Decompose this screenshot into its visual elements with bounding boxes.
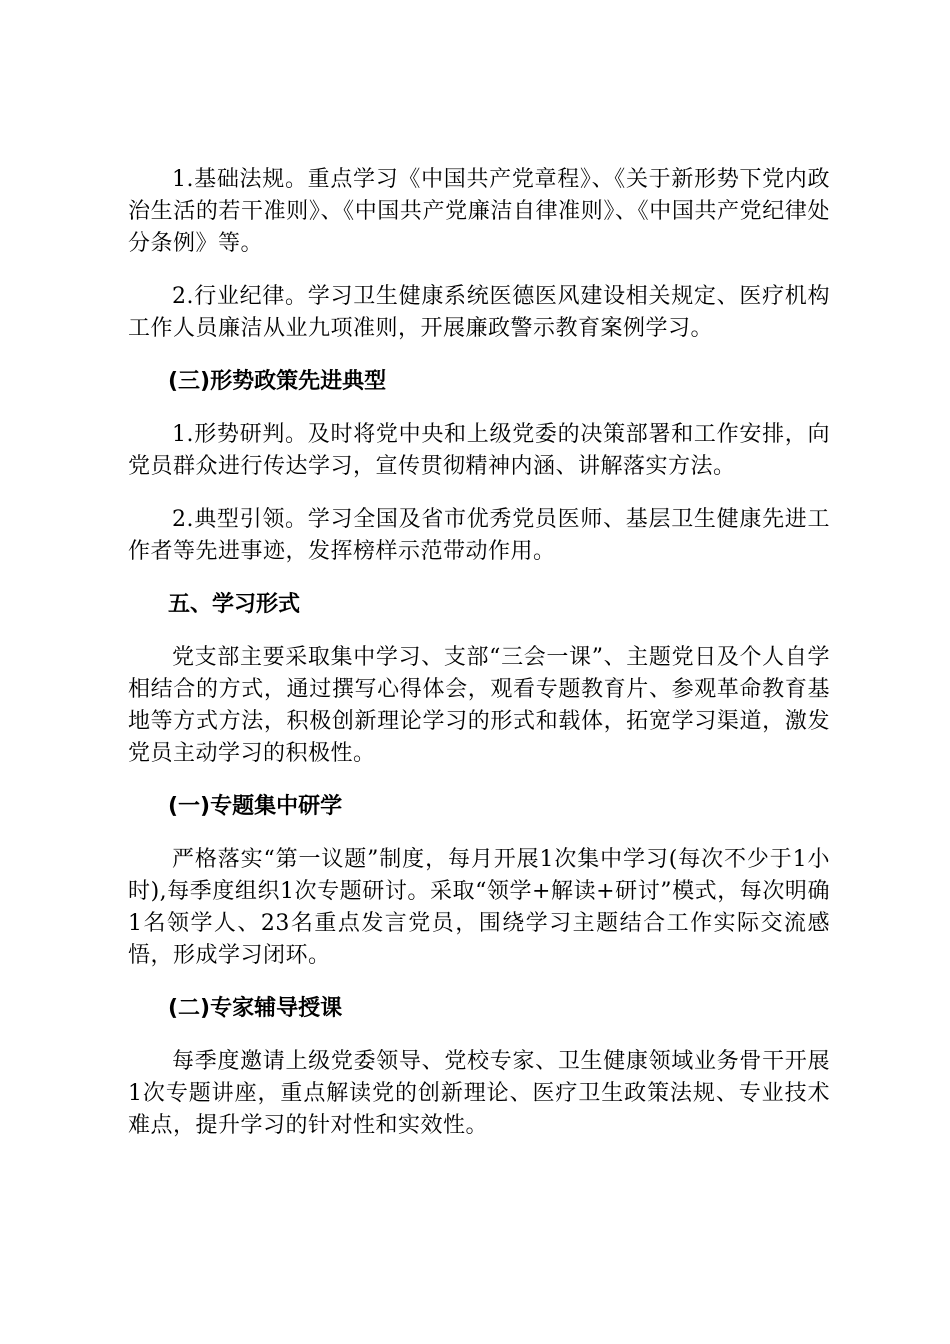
paragraph-basic-regulations: 1.基础法规。重点学习《中国共产党章程》、《关于新形势下党内政治生活的若干准则》、《中国共产党廉洁自律准则》、《中国共产党纪律处分条例》等。	[128, 167, 830, 256]
paragraph-focused-study: 严格落实“第一议题”制度，每月开展1次集中学习(每次不少于1小时),每季度组织1次专题研讨。采取“领学+解读+研讨”模式，每次明确1名领学人、23名重点发言党员，围绕学习主题结合工作实际交流感悟，形成学习闭环。	[128, 847, 830, 968]
paragraph-situation-analysis: 1.形势研判。及时将党中央和上级党委的决策部署和工作安排，向党员群众进行传达学习，宣传贯彻精神内涵、讲解落实方法。	[128, 422, 830, 479]
paragraph-learning-forms: 党支部主要采取集中学习、支部“三会一课”、主题党日及个人自学相结合的方式，通过撰写心得体会，观看专题教育片、参观革命教育基地等方式方法，积极创新理论学习的形式和载体，拓宽学习渠道，激发党员主动学习的积极性。	[128, 645, 830, 766]
paragraph-role-model: 2.典型引领。学习全国及省市优秀党员医师、基层卫生健康先进工作者等先进事迹，发挥榜样示范带动作用。	[128, 507, 830, 564]
section-heading-learning-forms: 五、学习形式	[168, 592, 301, 617]
paragraph-expert-lectures: 每季度邀请上级党委领导、党校专家、卫生健康领域业务骨干开展1次专题讲座，重点解读党的创新理论、医疗卫生政策法规、专业技术难点，提升学习的针对性和实效性。	[128, 1049, 830, 1138]
section-heading-focused-study: (一)专题集中研学	[168, 794, 343, 819]
document-page	[128, 164, 830, 1163]
paragraph-industry-discipline: 2.行业纪律。学习卫生健康系统医德医风建设相关规定、医疗机构工作人员廉洁从业九项准则，开展廉政警示教育案例学习。	[128, 284, 830, 341]
section-heading-situation-policy: (三)形势政策先进典型	[168, 369, 387, 394]
section-heading-expert-lectures: (二)专家辅导授课	[168, 996, 343, 1021]
